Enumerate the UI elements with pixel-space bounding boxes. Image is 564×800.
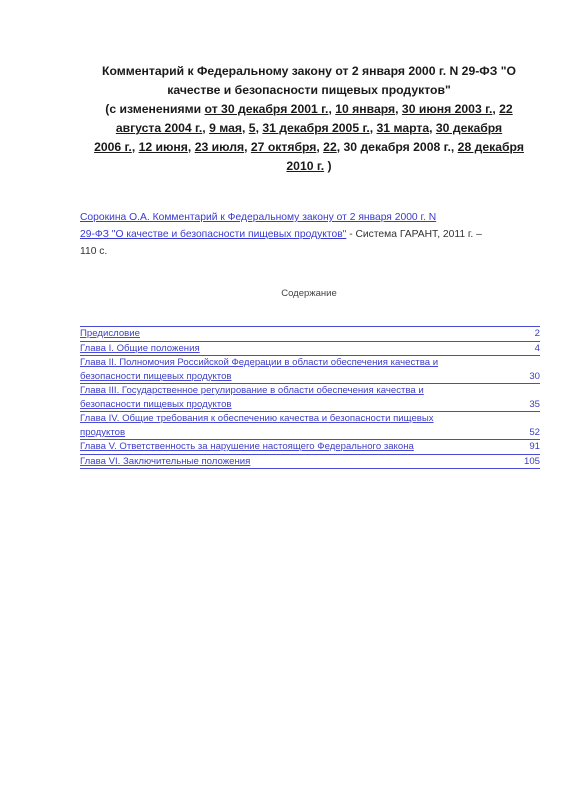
reference-link[interactable]: 27 октября (250, 140, 317, 154)
reference-link[interactable]: 31 декабря 2005 г. (262, 121, 370, 135)
toc-entry-label (80, 412, 540, 439)
toc-entry-label (80, 440, 540, 454)
toc-page-number: 52 (529, 426, 540, 438)
reference-link[interactable]: 2006 г. (94, 140, 132, 154)
reference-link[interactable]: 30 декабря (435, 121, 503, 135)
reference-link[interactable]: 31 марта (376, 121, 430, 135)
plain-text: , 30 декабря 2008 г., (336, 140, 458, 154)
reference-link[interactable]: 10 января (335, 102, 396, 116)
plain-text: , (131, 140, 139, 154)
toc-entry[interactable] (80, 440, 540, 455)
reference-link[interactable]: 12 июня (138, 140, 188, 154)
document-title-line: Комментарий к Федеральному закону от 2 января 2000 г. N 29-ФЗ "О (102, 64, 516, 78)
toc-entry-label-line: Глава III. Государственное регулирование в области обеспечения качества и (80, 385, 424, 396)
plain-text: , (316, 140, 324, 154)
reference-link[interactable]: 5 (248, 121, 256, 135)
toc-page-number: 2 (534, 328, 540, 339)
plain-text: , (429, 121, 436, 135)
table-of-contents (80, 326, 540, 469)
toc-entry-label-line: безопасности пищевых продуктов (80, 370, 232, 382)
toc-entry[interactable] (80, 412, 540, 440)
plain-text: , (328, 102, 336, 116)
plain-text: , (202, 121, 210, 135)
reference-link[interactable]: 9 мая (209, 121, 242, 135)
reference-link[interactable]: от 30 декабря 2001 г. (204, 102, 329, 116)
amendments-prefix: (с изменениями (105, 102, 205, 116)
toc-entry-label (80, 384, 540, 411)
toc-heading: Содержание (281, 288, 337, 299)
toc-entry[interactable] (80, 327, 540, 342)
reference-link[interactable]: 28 декабря (457, 140, 524, 154)
document-title-line: качестве и безопасности пищевых продуктов" (167, 83, 451, 97)
reference-link[interactable]: Сорокина О.А. Комментарий к Федеральному закону от 2 января 2000 г. N (80, 212, 437, 223)
toc-entry[interactable] (80, 384, 540, 412)
toc-entry-label-line: Глава II. Полномочия Российской Федерации в области обеспечения качества и (80, 357, 439, 368)
toc-entry-label-line: Глава IV. Общие требования к обеспечению качества и безопасности пищевых (80, 413, 434, 424)
reference-link[interactable]: 30 июня 2003 г. (401, 102, 493, 116)
toc-entry-label-line: Глава V. Ответственность за нарушение настоящего Федерального закона (80, 441, 414, 452)
plain-text: , (255, 121, 263, 135)
plain-text: , (492, 102, 500, 116)
reference-link[interactable]: 23 июля (194, 140, 245, 154)
toc-page-number: 91 (529, 441, 540, 452)
toc-entry-label (80, 327, 540, 341)
toc-page-number: 30 (529, 370, 540, 382)
plain-text: , (187, 140, 195, 154)
text-line (80, 209, 550, 226)
toc-entry-label-line: Глава I. Общие положения (80, 342, 200, 354)
toc-entry-label-line: продуктов (80, 426, 126, 438)
reference-link[interactable]: 22 (499, 102, 513, 116)
toc-entry-label-line: безопасности пищевых продуктов (80, 398, 232, 410)
plain-text: ) (324, 159, 332, 173)
amendments-block (70, 100, 548, 176)
text-line (70, 119, 548, 138)
toc-entry[interactable] (80, 356, 540, 384)
plain-text: 110 с. (80, 246, 108, 257)
toc-page-number: 35 (529, 398, 540, 410)
toc-entry[interactable] (80, 342, 540, 357)
text-line (70, 100, 548, 119)
toc-page-number: 105 (523, 455, 540, 467)
citation-block (80, 209, 550, 260)
text-line (80, 226, 550, 243)
plain-text: , (244, 140, 251, 154)
toc-entry-label (80, 356, 540, 383)
toc-entry-label-line: Предисловие (80, 328, 140, 339)
text-line (70, 138, 548, 157)
toc-entry-label (80, 342, 540, 356)
reference-link[interactable]: августа 2004 г. (115, 121, 203, 135)
text-line (80, 243, 550, 260)
toc-entry-label-line: Глава VI. Заключительные положения (80, 455, 251, 467)
reference-link[interactable]: 22 (323, 140, 337, 154)
plain-text: , (395, 102, 402, 116)
toc-entry[interactable] (80, 455, 540, 470)
reference-link[interactable]: 2010 г. (286, 159, 325, 173)
reference-link[interactable]: 29-ФЗ "О качестве и безопасности пищевых продуктов" (80, 229, 347, 240)
text-line (70, 157, 548, 176)
document-title-block (70, 62, 548, 176)
toc-page-number: 4 (534, 342, 540, 354)
plain-text: , (369, 121, 377, 135)
plain-text: , (242, 121, 249, 135)
plain-text: - Система ГАРАНТ, 2011 г. – (346, 229, 482, 240)
toc-entry-label (80, 455, 540, 469)
